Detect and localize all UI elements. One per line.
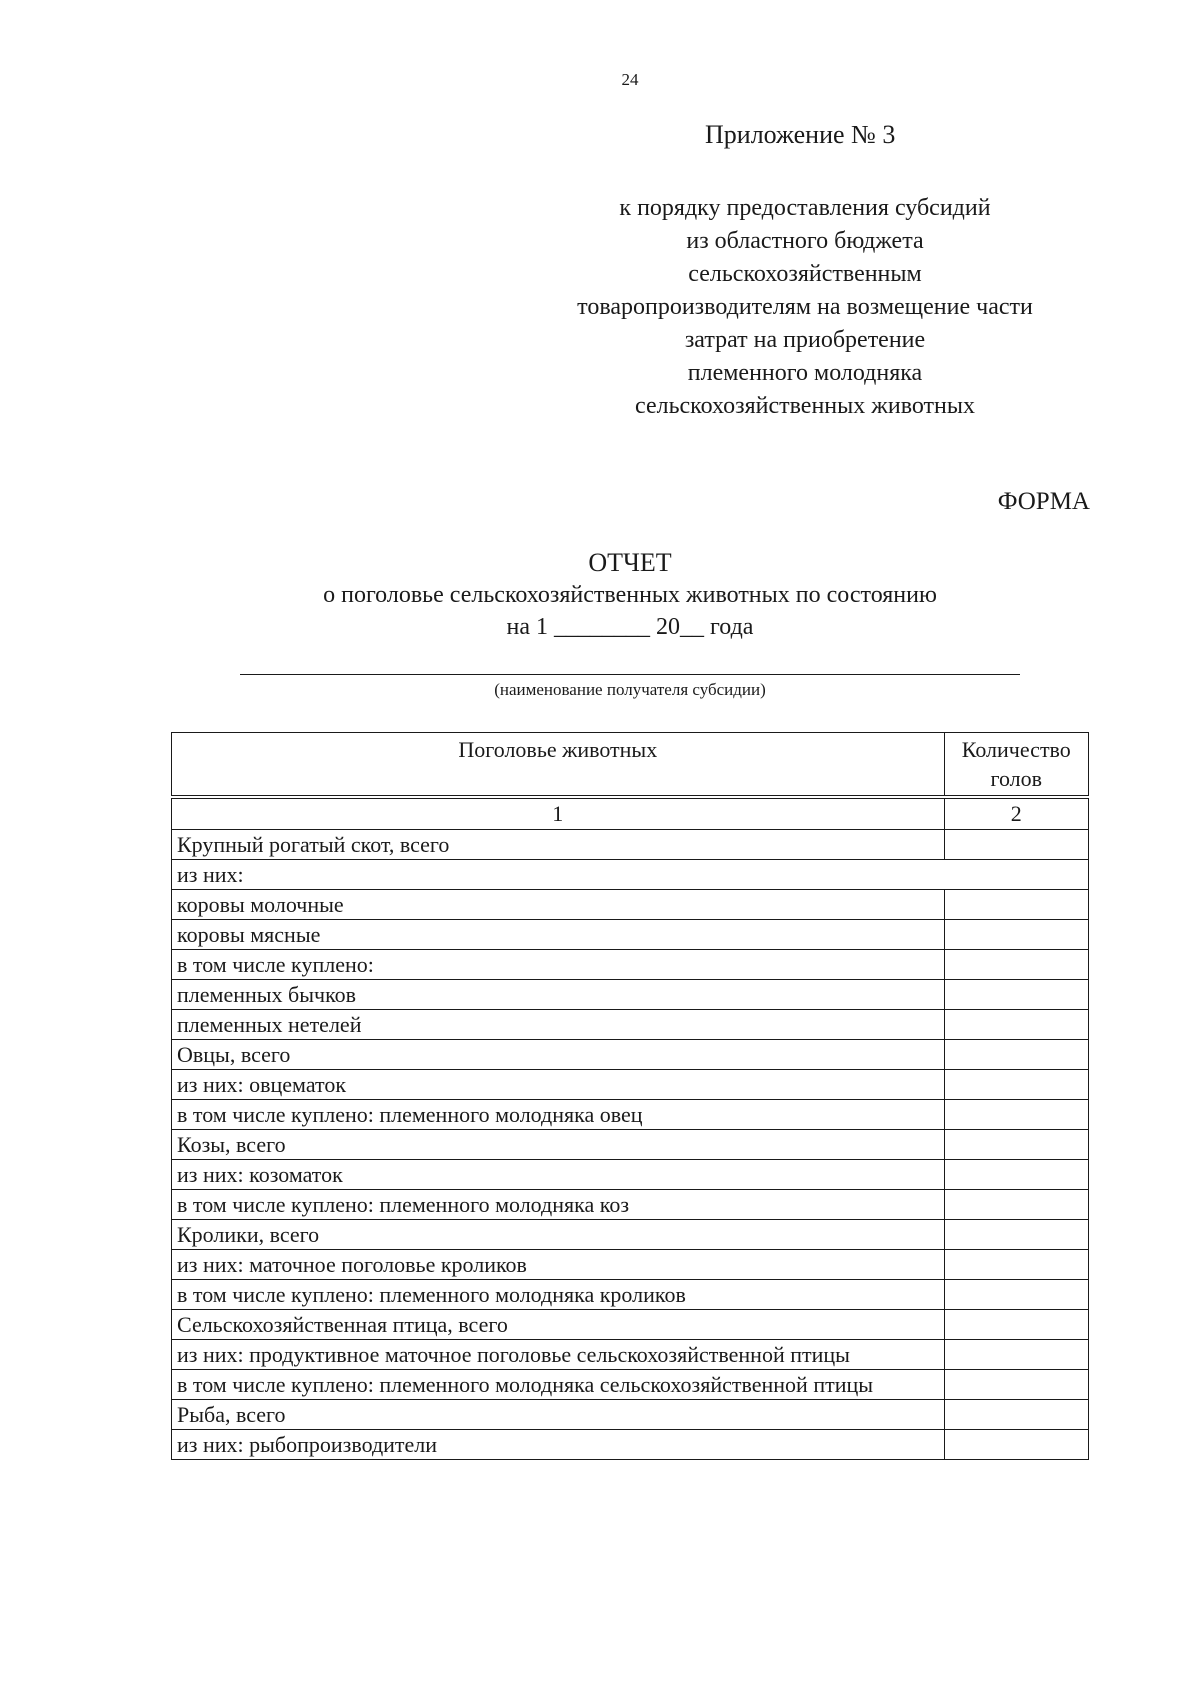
table-row: [172, 1430, 1089, 1460]
row-quantity-cell[interactable]: [944, 1310, 1088, 1340]
row-label: в том числе куплено: племенного молодняка овец: [172, 1100, 945, 1130]
row-label: в том числе куплено: племенного молодняка сельскохозяйственной птицы: [172, 1370, 945, 1400]
appendix-subtitle-line: товаропроизводителям на возмещение части: [577, 294, 1033, 320]
appendix-subtitle-line: сельскохозяйственным: [688, 261, 922, 287]
row-label: Кролики, всего: [172, 1220, 945, 1250]
recipient-name-line: [240, 674, 1020, 675]
table-row: [172, 860, 1089, 890]
report-date-line: на 1 ________ 20__ года: [506, 614, 754, 640]
row-quantity-cell[interactable]: [944, 1160, 1088, 1190]
table-row: [172, 1130, 1089, 1160]
table-row: [172, 1010, 1089, 1040]
row-quantity-cell[interactable]: [944, 1010, 1088, 1040]
table-row: [172, 1340, 1089, 1370]
row-label: Рыба, всего: [172, 1400, 945, 1430]
form-label: ФОРМА: [997, 488, 1090, 515]
table-row: [172, 1070, 1089, 1100]
appendix-title: Приложение № 3: [705, 120, 896, 149]
table-row: [172, 1370, 1089, 1400]
row-label: из них:: [172, 860, 1089, 890]
page-number: 24: [621, 70, 639, 89]
appendix-subtitle-line: из областного бюджета: [686, 228, 924, 254]
header-quantity: Количество голов: [944, 733, 1088, 798]
appendix-subtitle-line: сельскохозяйственных животных: [635, 393, 975, 419]
appendix-subtitle-line: к порядку предоставления субсидий: [619, 195, 991, 221]
row-quantity-cell[interactable]: [944, 980, 1088, 1010]
livestock-report-table: [171, 732, 1089, 1460]
appendix-subtitle: [520, 192, 1090, 423]
table-header-row: [172, 733, 1089, 798]
table-row: [172, 920, 1089, 950]
row-label: в том числе куплено: племенного молодняка коз: [172, 1190, 945, 1220]
row-label: Сельскохозяйственная птица, всего: [172, 1310, 945, 1340]
row-quantity-cell[interactable]: [944, 1280, 1088, 1310]
row-label: Крупный рогатый скот, всего: [172, 830, 945, 860]
row-quantity-cell[interactable]: [944, 890, 1088, 920]
row-quantity-cell[interactable]: [944, 1100, 1088, 1130]
table-row: [172, 890, 1089, 920]
appendix-subtitle-line: затрат на приобретение: [684, 327, 926, 353]
column-number-2: 2: [944, 797, 1088, 830]
table-row: [172, 1100, 1089, 1130]
row-label: из них: продуктивное маточное поголовье сельскохозяйственной птицы: [172, 1340, 945, 1370]
row-quantity-cell[interactable]: [944, 1430, 1088, 1460]
table-row: [172, 950, 1089, 980]
row-quantity-cell[interactable]: [944, 1220, 1088, 1250]
row-label: племенных бычков: [172, 980, 945, 1010]
row-quantity-cell[interactable]: [944, 1400, 1088, 1430]
column-number-row: [172, 797, 1089, 830]
row-quantity-cell[interactable]: [944, 1340, 1088, 1370]
table-row: [172, 980, 1089, 1010]
table-row: [172, 1040, 1089, 1070]
table-row: [172, 1400, 1089, 1430]
table-row: [172, 830, 1089, 860]
row-quantity-cell[interactable]: [944, 830, 1088, 860]
row-label: в том числе куплено: племенного молодняка кроликов: [172, 1280, 945, 1310]
row-quantity-cell[interactable]: [944, 1070, 1088, 1100]
row-label: из них: козоматок: [172, 1160, 945, 1190]
row-label: из них: рыбопроизводители: [172, 1430, 945, 1460]
recipient-caption: (наименование получателя субсидии): [494, 680, 766, 699]
row-quantity-cell[interactable]: [944, 950, 1088, 980]
report-title: ОТЧЕТ: [588, 548, 672, 577]
row-quantity-cell[interactable]: [944, 1190, 1088, 1220]
table-row: [172, 1280, 1089, 1310]
row-label: коровы мясные: [172, 920, 945, 950]
row-quantity-cell[interactable]: [944, 1130, 1088, 1160]
row-label: из них: овцематок: [172, 1070, 945, 1100]
row-quantity-cell[interactable]: [944, 1250, 1088, 1280]
table-row: [172, 1220, 1089, 1250]
table-row: [172, 1250, 1089, 1280]
report-subtitle: о поголовье сельскохозяйственных животных по состоянию: [323, 582, 937, 608]
table-row: [172, 1310, 1089, 1340]
table-row: [172, 1160, 1089, 1190]
row-label: в том числе куплено:: [172, 950, 945, 980]
row-quantity-cell[interactable]: [944, 1370, 1088, 1400]
row-label: коровы молочные: [172, 890, 945, 920]
header-animals: Поголовье животных: [172, 733, 945, 798]
appendix-subtitle-line: племенного молодняка: [687, 360, 923, 386]
row-label: из них: маточное поголовье кроликов: [172, 1250, 945, 1280]
row-label: Овцы, всего: [172, 1040, 945, 1070]
row-label: племенных нетелей: [172, 1010, 945, 1040]
table-row: [172, 1190, 1089, 1220]
column-number-1: 1: [172, 797, 945, 830]
row-quantity-cell[interactable]: [944, 920, 1088, 950]
row-label: Козы, всего: [172, 1130, 945, 1160]
row-quantity-cell[interactable]: [944, 1040, 1088, 1070]
